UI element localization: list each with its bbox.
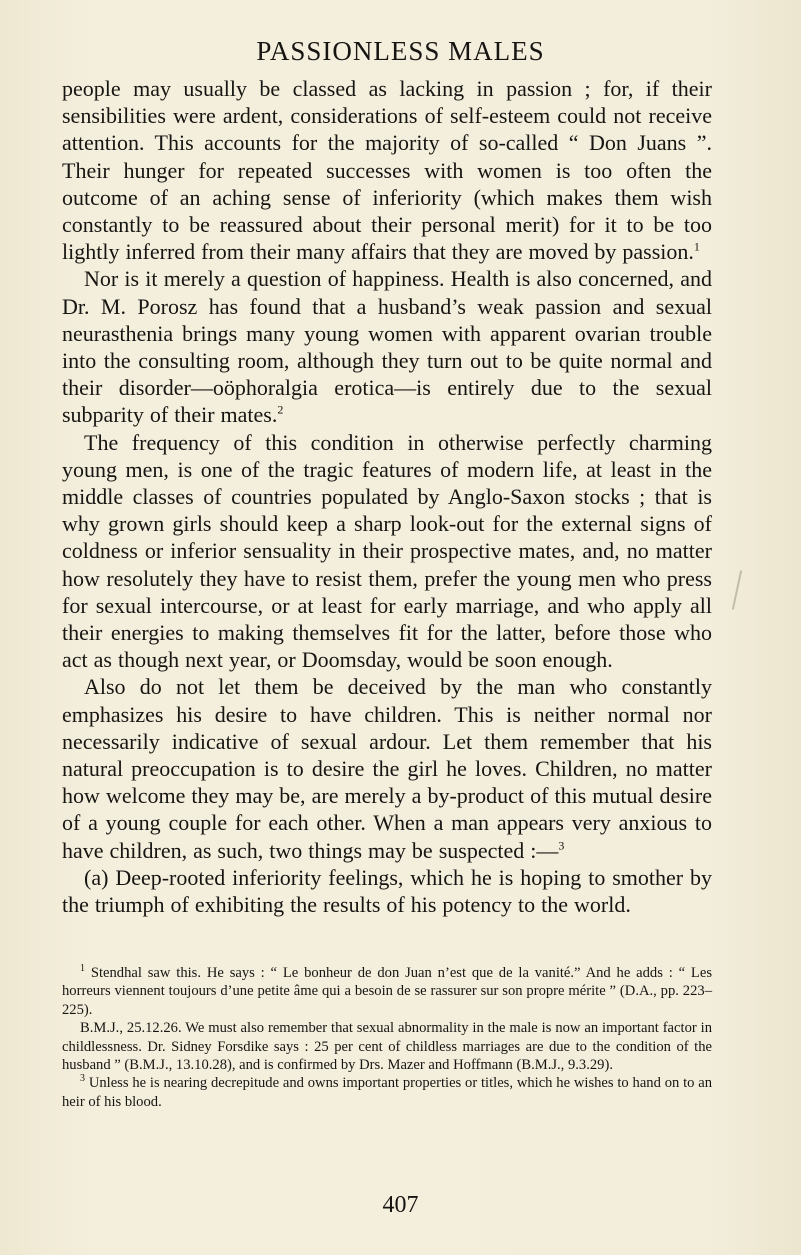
footnote-3 [62,1074,712,1111]
footnote-1-text: Stendhal saw this. He says : “ Le bonheur de don Juan n’est que de la vanité.” And he adds : “ Les horreurs viennent toujours d’une petite âme qui a besoin de se rassurer sur son propre mérite ” (D.A., pp. 223–225). [62,965,712,1018]
paragraph-1 [62,75,712,265]
paragraph-5-text: (a) Deep-rooted inferiority feelings, which he is hoping to smother by the triumph of exhibiting the results of his potency to the world. [62,864,712,918]
footnote-ref-2: 2 [277,403,284,418]
footnote-2-text: B.M.J., 25.12.26. We must also remember that sexual abnormality in the male is now an important factor in childlessness. Dr. Sidney Forsdike says : 25 per cent of childless marriages are due to the condition of the husband ” (B.M.J., 13.10.28), and is confirmed by Drs. Mazer and Hoffmann (B.M.J., 9.3.29). [62,1020,712,1074]
running-header: PASSIONLESS MALES [256,36,545,66]
footnote-3-text: Unless he is nearing decrepitude and owns important properties or titles, which he wishes to hand on to an heir of his blood. [62,1075,713,1110]
paragraph-3-text: The frequency of this condition in otherwise perfectly charming young men, is one of the tragic features of modern life, at least in the middle classes of countries populated by Anglo-Saxon stocks ; that is why grown girls should keep a sharp look-out for the external signs of coldness or inferior sensuality in their prospective mates, and, no matter how resolutely they have to resist them, prefer the young men who press for sexual intercourse, or at least for early marriage, and who apply all their energies to making themselves fit for the latter, before those who act as though next year, or Doomsday, would be soon enough. [62,429,712,673]
page-number: 407 [382,1192,419,1218]
footnotes [62,964,712,1111]
footnote-ref-3: 3 [558,838,565,853]
paragraph-3 [62,429,712,674]
paragraph-4 [62,673,712,863]
footnote-3-number: 3 [80,1073,85,1085]
margin-mark [732,570,742,610]
paragraph-4-text: Also do not let them be deceived by the man who constantly emphasizes his desire to have children. This is neither normal nor necessarily indicative of sexual ardour. Let them remember that his natural preoccupation is to desire the girl he loves. Children, no matter how welcome they may be, are merely a by-product of this mutual desire of a young couple for each other. When a man appears very anxious to have children, as such, two things may be suspected :— [62,674,712,863]
paragraph-5 [62,864,712,918]
footnote-1-number: 1 [80,963,85,975]
footnote-1 [62,964,712,1019]
paragraph-2 [62,265,712,428]
footnote-ref-1: 1 [693,239,700,254]
paragraph-1-text: people may usually be classed as lacking in passion ; for, if their sensibilities were ardent, considerations of self-esteem could not receive attention. This accounts for the majority of so-called “ Don Juans ”. Their hunger for repeated successes with women is too often the outcome of an aching sense of inferiority (which makes them wish constantly to be reassured about their personal merit) for it to be too lightly inferred from their many affairs that they are moved by passion. [62,76,712,265]
paragraph-2-text: Nor is it merely a question of happiness. Health is also concerned, and Dr. M. Porosz has found that a husband’s weak passion and sexual neurasthenia brings many young women with apparent ovarian trouble into the consulting room, although they turn out to be quite normal and their disorder—oöphoralgia erotica—is entirely due to the sexual subparity of their mates. [62,266,712,428]
footnote-2 [62,1019,712,1074]
main-text [62,75,712,918]
